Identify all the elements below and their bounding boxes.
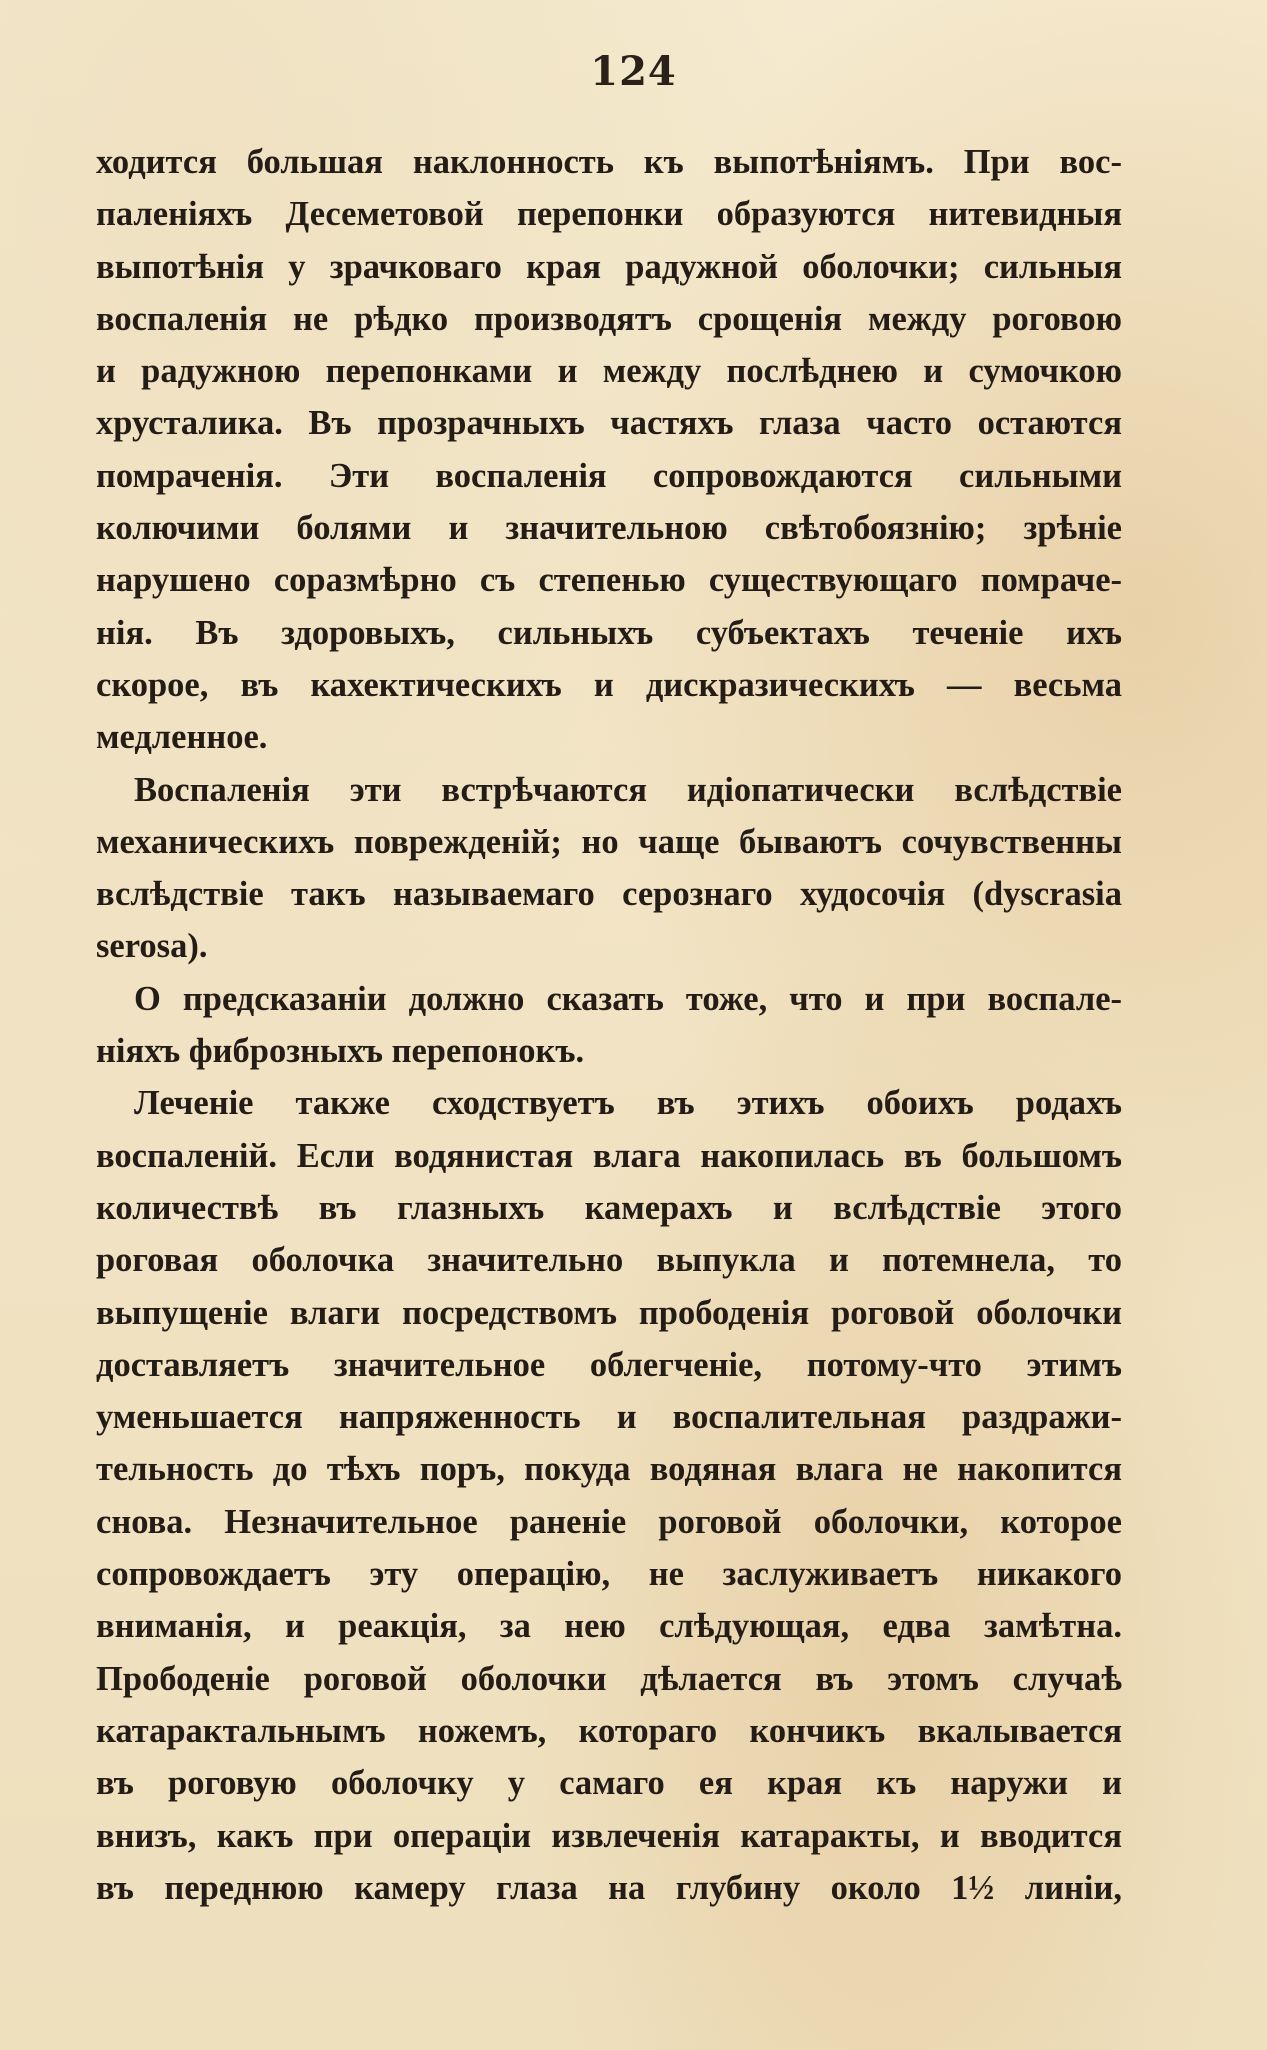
text-line: Леченіе также сходствуетъ въ этихъ обоихъ родахъ [134, 1084, 1122, 1123]
text-line: вслѣдствіе такъ называемаго серознаго худосочія (dyscrasia [96, 875, 1122, 914]
text-line: внизъ, какъ при операціи извлеченія катаракты, и вводится [96, 1816, 1122, 1855]
text-line: ніяхъ фиброзныхъ перепонокъ. [96, 1032, 585, 1071]
body-text [96, 136, 1122, 1914]
text-line: воспаленій. Если водянистая влага накопилась въ большомъ [96, 1136, 1122, 1175]
text-line: скорое, въ кахектическихъ и дискразическихъ — весьма [96, 665, 1122, 704]
text-line: медленное. [96, 718, 268, 757]
text-line: въ переднюю камеру глаза на глубину около 1½ линіи, [96, 1868, 1122, 1907]
text-line: въ роговую оболочку у самаго ея края къ наружи и [96, 1764, 1122, 1803]
text-line: Прободеніе роговой оболочки дѣлается въ этомъ случаѣ [96, 1659, 1122, 1698]
text-line: катарактальнымъ ножемъ, котораго кончикъ вкалывается [96, 1711, 1122, 1750]
text-line: Воспаленія эти встрѣчаются идіопатически вслѣдствіе [134, 770, 1122, 809]
text-line: роговая оболочка значительно выпукла и потемнела, то [96, 1241, 1122, 1280]
text-line: доставляетъ значительное облегченіе, потому-что этимъ [96, 1345, 1122, 1384]
text-line: хрусталика. Въ прозрачныхъ частяхъ глаза часто остаются [96, 404, 1122, 443]
text-line: serosa). [96, 927, 208, 966]
text-line: колючими болями и значительною свѣтобоязнію; зрѣніе [96, 509, 1122, 548]
text-line: сопровождаетъ эту операцію, не заслуживаетъ никакого [96, 1555, 1122, 1594]
text-line: нія. Въ здоровыхъ, сильныхъ субъектахъ теченіе ихъ [96, 613, 1122, 652]
text-line: О предсказаніи должно сказать тоже, что и при воспале- [134, 979, 1122, 1018]
page-number: 124 [590, 48, 677, 95]
text-line: вниманія, и реакція, за нею слѣдующая, едва замѣтна. [96, 1607, 1122, 1646]
text-line: помраченія. Эти воспаленія сопровождаются сильными [96, 456, 1122, 495]
text-line: выпотѣнія у зрачковаго края радужной оболочки; сильныя [96, 247, 1122, 286]
text-line: механическихъ поврежденій; но чаще бываютъ сочувственны [96, 822, 1122, 861]
text-line: количествѣ въ глазныхъ камерахъ и вслѣдствіе этого [96, 1188, 1122, 1227]
text-line: нарушено соразмѣрно съ степенью существующаго помраче- [96, 561, 1122, 600]
text-line: тельность до тѣхъ поръ, покуда водяная влага не накопится [96, 1450, 1122, 1489]
text-line: выпущеніе влаги посредствомъ прободенія роговой оболочки [96, 1293, 1122, 1332]
text-line: ходится большая наклонность къ выпотѣніямъ. При вос- [96, 143, 1122, 181]
text-line: воспаленія не рѣдко производятъ срощенія между роговою [96, 299, 1122, 338]
text-line: снова. Незначительное раненіе роговой оболочки, которое [96, 1502, 1122, 1541]
text-line: паленіяхъ Десеметовой перепонки образуются нитевидныя [96, 195, 1122, 234]
text-line: уменьшается напряженность и воспалительная раздражи- [96, 1398, 1122, 1437]
text-line: и радужною перепонками и между послѣднею и сумочкою [96, 352, 1122, 391]
